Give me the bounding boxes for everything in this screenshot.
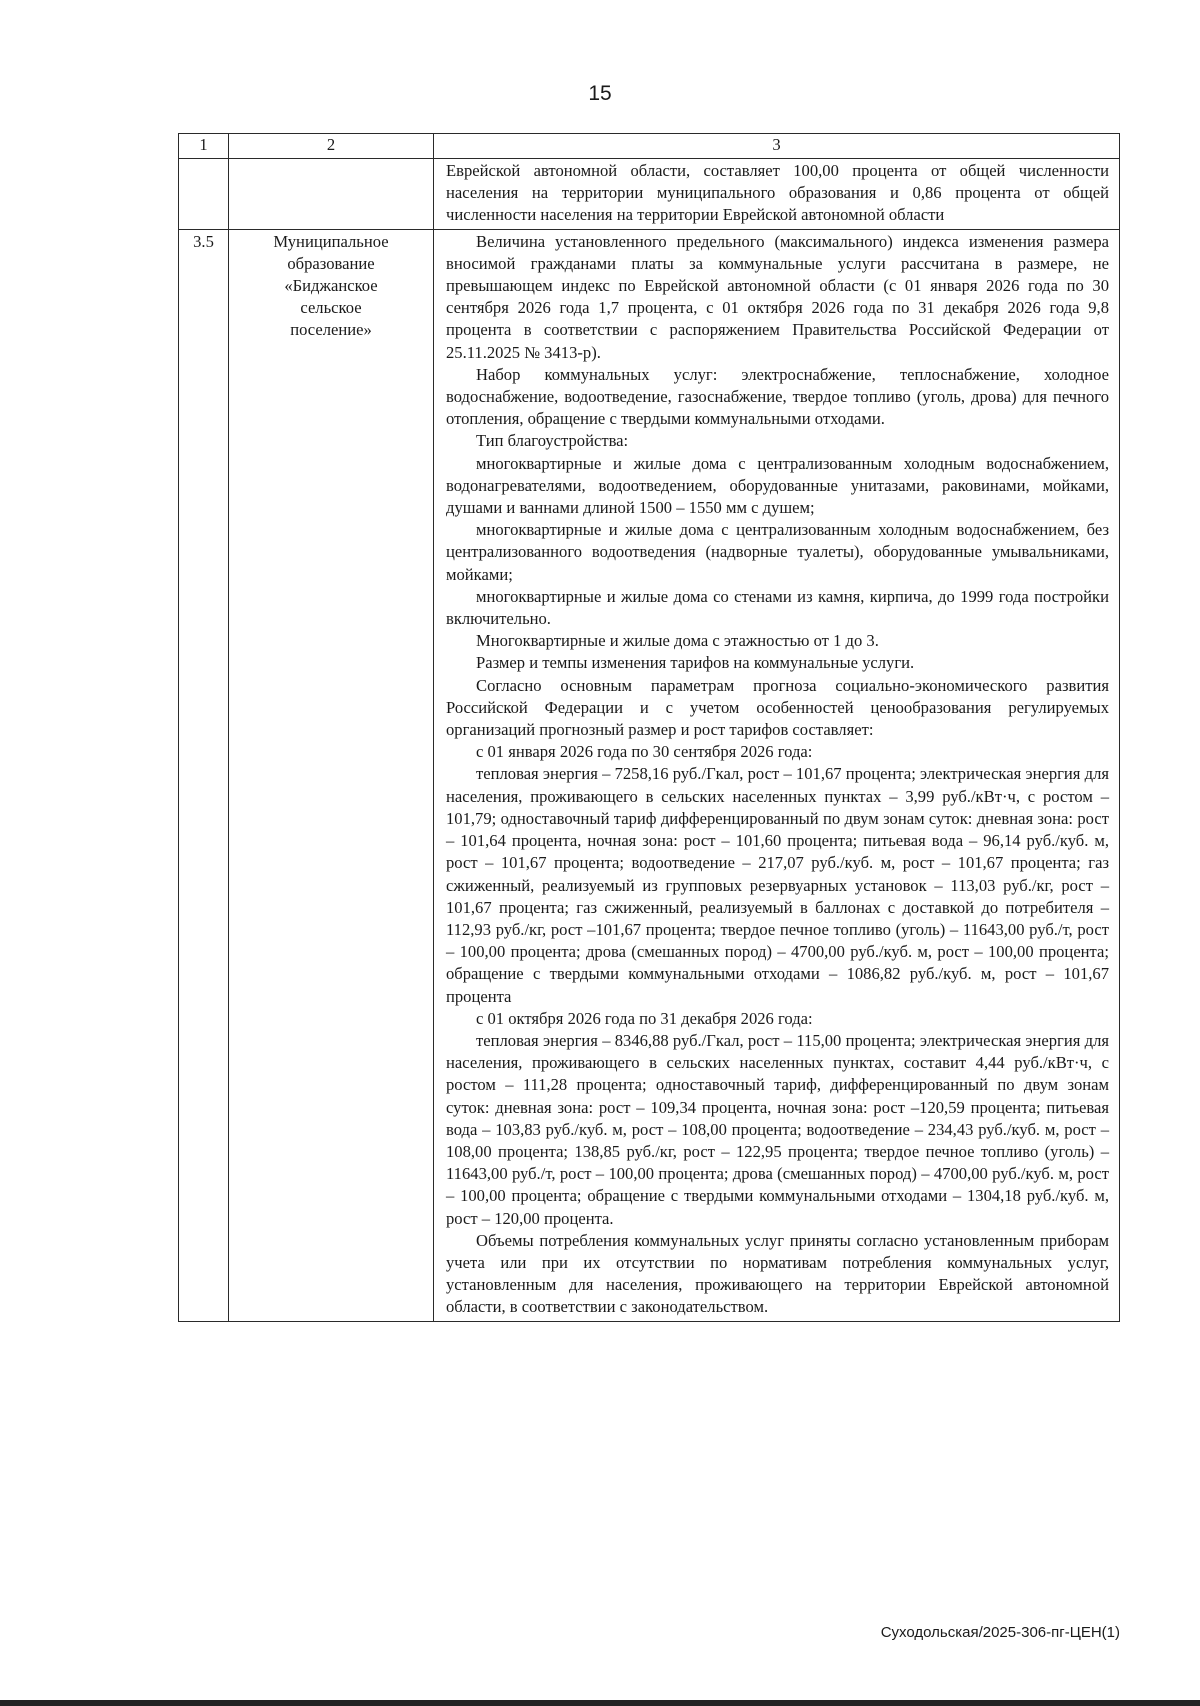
page-number: 15 — [588, 82, 612, 105]
improvement-type-item: многоквартирные и жилые дома с централизованным холодным водоснабжением, водонагревателями, водоотведением, оборудованные унитазами, раковинами, мойками, душами и ваннами длиной 1500 – 1550 мм с душем; — [446, 453, 1109, 518]
storeys-paragraph: Многоквартирные и жилые дома с этажностью от 1 до 3. — [476, 631, 879, 651]
continuation-cell-number — [179, 159, 229, 230]
municipality-name — [229, 229, 434, 1321]
consumption-paragraph: Объемы потребления коммунальных услуг приняты согласно установленным приборам учета или при их отсутствии по нормативам потребления коммунальных услуг, установленным для населения, проживающего на территории Еврейской автономной области, в соответствии с законодательством. — [446, 1230, 1109, 1317]
tariff-table — [178, 133, 1120, 1322]
period-1-heading: с 01 января 2026 года по 30 сентября 2026 года: — [476, 742, 813, 762]
municipality-name-line: Муниципальное — [273, 231, 389, 251]
municipality-name-line: сельское — [300, 298, 362, 318]
header-cell-3: 3 — [434, 134, 1120, 159]
improvement-type-item: многоквартирные и жилые дома со стенами из камня, кирпича, до 1999 года постройки включительно. — [446, 586, 1109, 629]
continuation-row — [179, 159, 1120, 230]
table-header-row — [179, 134, 1120, 159]
bottom-border — [0, 1700, 1200, 1706]
improvement-type-item: многоквартирные и жилые дома с централизованным холодным водоснабжением, без централизованного водоотведения (надворные туалеты), оборудованные умывальниками, мойками; — [446, 520, 1109, 584]
period-1-tariffs: тепловая энергия – 7258,16 руб./Гкал, рост – 101,67 процента; электрическая энергия для населения, проживающего в сельских населенных пунктах – 3,99 руб./кВт·ч, с ростом – 101,79; одноставочный тариф дифференцированный по двум зонам суток: дневная зона: рост – 101,64 процента, ночная зона: рост – 101,60 процента; питьевая вода – 96,14 руб./куб. м, рост – 101,67 процента; водоотведение – 217,07 руб./куб. м, рост – 101,67 процента; газ сжиженный, реализуемый из групповых резервуарных установок – 113,03 руб./кг, рост – 101,67 процента; газ сжиженный, реализуемый в баллонах с доставкой до потребителя – 112,93 руб./кг, рост –101,67 процента; твердое печное топливо (уголь) – 11643,00 руб./т, рост – 100,00 процента; дрова (смешанных пород) – 4700,00 руб./куб. м, рост – 100,00 процента; обращение с твердыми коммунальными отходами – 1086,82 руб./куб. м, рост – 101,67 процента — [446, 764, 1109, 1006]
services-paragraph: Набор коммунальных услуг: электроснабжение, теплоснабжение, холодное водоснабжение, водоотведение, газоснабжение, твердое топливо (уголь, дрова) для печного отопления, обращение с твердыми коммунальными отходами. — [446, 364, 1109, 429]
table-row — [179, 229, 1120, 1321]
improvement-type-heading: Тип благоустройства: — [476, 431, 629, 451]
document-footer-id: Суходольская/2025-306-пг-ЦЕН(1) — [880, 1624, 1120, 1641]
continuation-cell-name — [229, 159, 434, 230]
tariffs-heading: Размер и темпы изменения тарифов на коммунальные услуги. — [476, 653, 915, 673]
municipality-name-line: «Биджанское — [284, 276, 378, 296]
continuation-cell-text — [434, 159, 1120, 230]
continuation-paragraph: Еврейской автономной области, составляет 100,00 процента от общей численности населения на территории муниципального образования и 0,86 процента от общей численности населения на территории Еврейской автономной области — [446, 161, 1109, 225]
period-2-heading: с 01 октября 2026 года по 31 декабря 2026 года: — [476, 1008, 813, 1028]
row-number: 3.5 — [179, 229, 229, 1321]
municipality-name-line: образование — [287, 253, 375, 273]
period-2-tariffs: тепловая энергия – 8346,88 руб./Гкал, рост – 115,00 процента; электрическая энергия для населения, проживающего в сельских населенных пунктах, составит 4,44 руб./кВт·ч, с ростом – 111,28 процента; одноставочный тариф, дифференцированный по двум зонам суток: дневная зона: рост – 109,34 процента, ночная зона: рост –120,59 процента; питьевая вода – 103,83 руб./куб. м, рост – 108,00 процента; водоотведение – 234,43 руб./куб. м, рост – 108,00 процента; 138,85 руб./кг, рост – 122,95 процента; твердое печное топливо (уголь) – 11643,00 руб./т, рост – 100,00 процента; дрова (смешанных пород) – 4700,00 руб./куб. м, рост – 100,00 процента; обращение с твердыми коммунальными отходами – 1304,18 руб./куб. м, рост – 120,00 процента. — [446, 1030, 1109, 1228]
forecast-paragraph: Согласно основным параметрам прогноза социально-экономического развития Российской Федерации и с учетом особенностей ценообразования регулируемых организаций прогнозный размер и рост тарифов составляет: — [446, 675, 1109, 740]
index-paragraph: Величина установленного предельного (максимального) индекса изменения размера вносимой гражданами платы за коммунальные услуги рассчитана в размере, не превышающем индекс по Еврейской автономной области (с 01 января 2026 года по 30 сентября 2026 года 1,7 процента, с 01 октября 2026 года по 31 декабря 2026 года 9,8 процента в соответствии с распоряжением Правительства Российской Федерации от 25.11.2025 № 3413-р). — [446, 231, 1109, 362]
row-description — [434, 229, 1120, 1321]
municipality-name-line: поселение» — [290, 320, 372, 340]
header-cell-1: 1 — [179, 134, 229, 159]
header-cell-2: 2 — [229, 134, 434, 159]
